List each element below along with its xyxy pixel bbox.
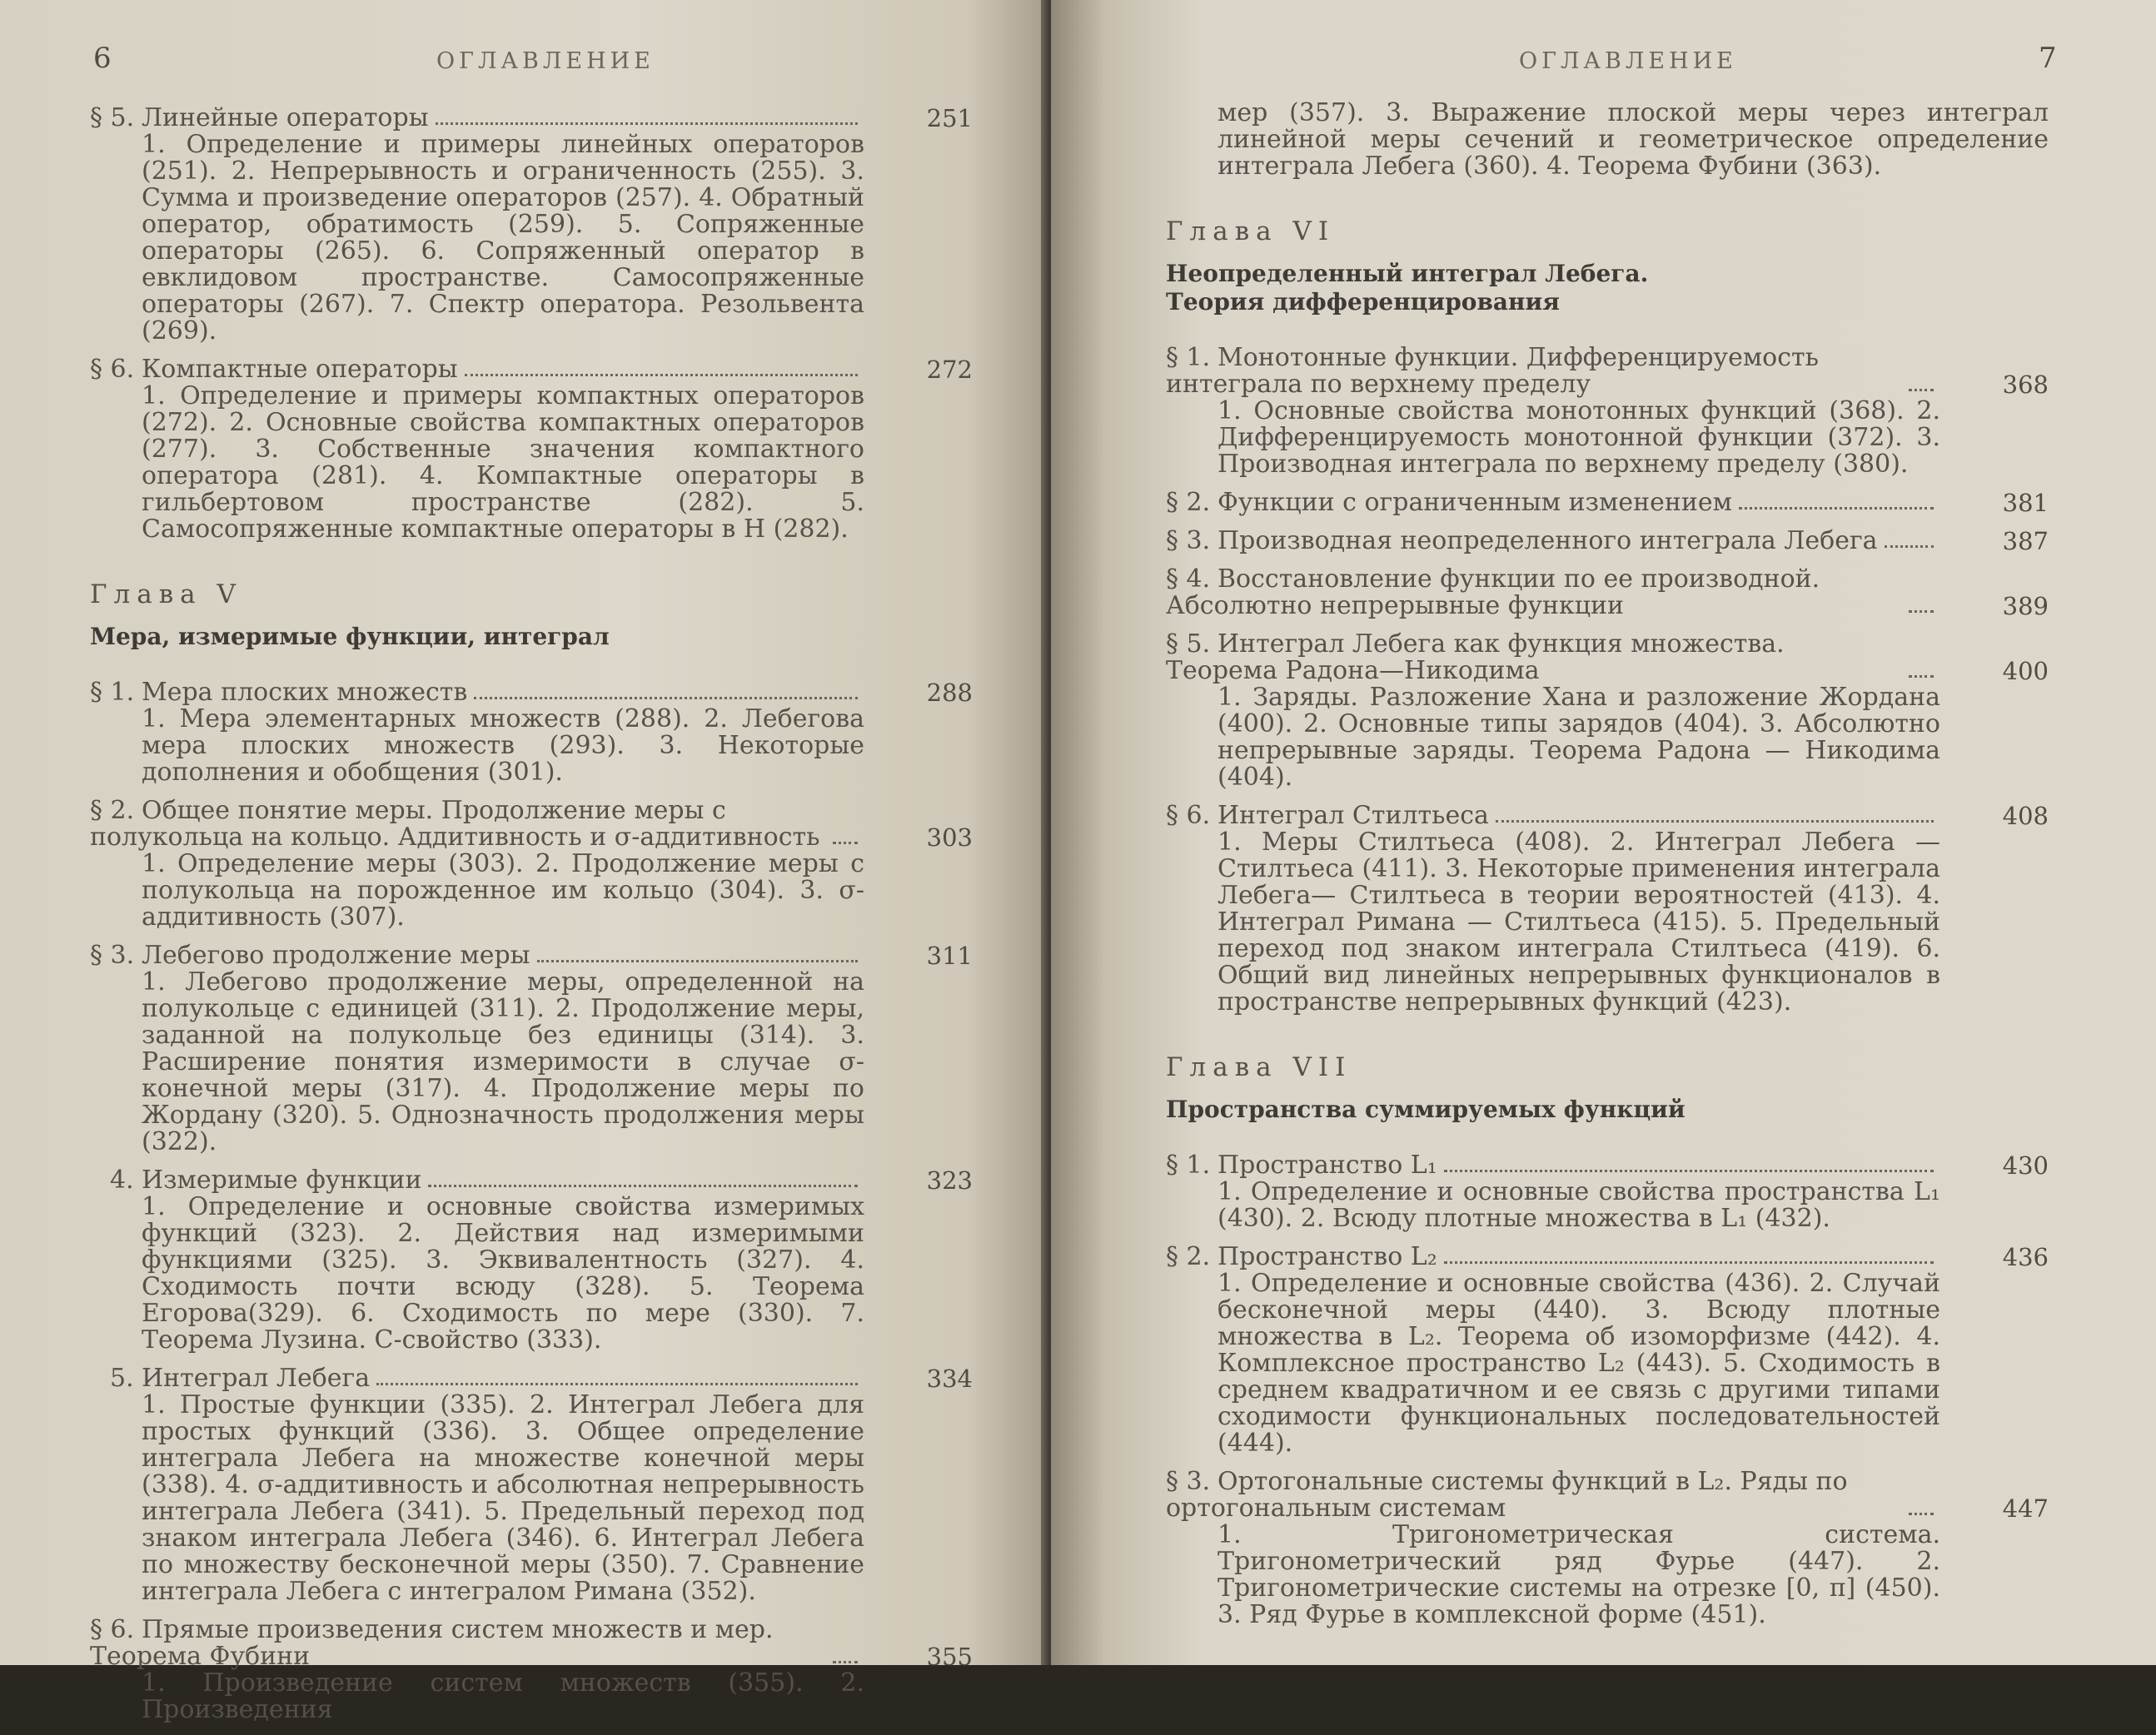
chapter-title: Мера, измеримые функции, интеграл (90, 623, 610, 650)
subsection-list: 1. Лебегово продолжение меры, определенной на полукольце с единицей (311). 2. Продолжение меры, заданной на полукольце без единицы (314). 3. Расширение понятия измеримости в случае σ-конечной меры (317). 4. Продолжение меры по Жордану (320). 5. Однозначность продолжения меры (322). (142, 967, 864, 1156)
left-page (0, 0, 1051, 1724)
toc-entry (90, 798, 973, 931)
subsection-list: 1. Определение и примеры компактных операторов (272). 2. Основные свойства компактных операторов (277). 3. Собственные значения компактного оператора (281). 4. Компактные операторы в гильбертовом пространстве (282). 5. Самосопряженные компактные операторы в H (282). (142, 381, 864, 544)
toc-entry-title-line (1166, 490, 1732, 516)
section-title: Пространство L₁ (1217, 1151, 1437, 1180)
section-title: Монотонные функции. Дифференцируемость интеграла по верхнему пределу (1166, 343, 1819, 399)
toc-entry-title-line (90, 679, 467, 706)
subsection-list: 1. Заряды. Разложение Хана и разложение Жордана (400). 2. Основные типы зарядов (404). 3. Абсолютно непрерывные заряды. Теорема Радона — Никодима (404). (1217, 683, 1940, 792)
toc-entry-heading (1166, 1244, 1940, 1270)
chapter-title: Пространства суммируемых функций (1166, 1096, 1685, 1123)
toc-entry (1166, 1244, 2049, 1457)
section-number: § 5. (90, 103, 135, 132)
toc-entry (90, 1365, 973, 1605)
dot-leader (1444, 1170, 1934, 1172)
entry-group (1166, 345, 2049, 1016)
page-reference: 368 (2002, 370, 2049, 399)
page-reference: 355 (926, 1643, 973, 1671)
toc-entry-title-line (1166, 1244, 1437, 1270)
page-reference: 272 (926, 355, 973, 384)
page-reference: 387 (2002, 527, 2049, 555)
section-number: § 2. (90, 796, 135, 825)
page-reference: 389 (2002, 592, 2049, 620)
toc-entry-heading (1166, 490, 1940, 516)
section-title: Восстановление функции по ее производной. Абсолютно непрерывные функции (1166, 564, 1820, 620)
page-reference: 408 (2002, 802, 2049, 830)
chapter-label: Глава VII (1166, 1052, 1352, 1082)
toc-entry-title-line (90, 942, 530, 969)
entry-group (90, 679, 973, 1723)
toc-entry-heading (1166, 345, 1940, 398)
chapter-title-line: Неопределенный интеграл Лебега. (1166, 260, 1649, 287)
toc-entry-title-line (1166, 566, 1902, 619)
toc-entry (1166, 566, 2049, 619)
dot-leader (833, 1661, 858, 1663)
page-number: 6 (93, 42, 112, 75)
toc-entry (1166, 528, 2049, 554)
toc-entry-title-line (90, 1617, 826, 1670)
section-number: § 3. (1166, 526, 1211, 555)
toc-entry-heading (1166, 631, 1940, 684)
right-page (1051, 0, 2156, 1665)
subsection-list: 1. Произведение систем множеств (355). 2. Произведения (142, 1668, 864, 1724)
toc-entry (1166, 345, 2049, 478)
subsection-list: 1. Основные свойства монотонных функций (368). 2. Дифференцируемость монотонной функции (372). 3. Производная интеграла по верхнему пределу (380). (1217, 396, 1940, 479)
toc-entry-heading (1166, 528, 1940, 554)
dot-leader (465, 374, 858, 376)
chapter-label: Глава VI (1166, 216, 1336, 246)
dot-leader (1909, 675, 1934, 678)
page-reference: 400 (2002, 657, 2049, 685)
section-number: § 5. (1166, 629, 1211, 659)
toc-entry-title-line (1166, 803, 1489, 829)
page-reference: 303 (926, 823, 973, 852)
subsection-list: 1. Определение и основные свойства пространства L₁ (430). 2. Всюду плотные множества в L₁ (432). (1217, 1177, 1940, 1233)
section-number: 5. (110, 1364, 134, 1393)
toc-entry-title-line (1166, 528, 1878, 554)
dot-leader (376, 1383, 858, 1385)
section-number: § 2. (1166, 488, 1211, 517)
toc-entry-heading (90, 1617, 864, 1670)
dot-leader (1496, 820, 1934, 823)
toc-entry-heading (90, 1167, 864, 1194)
section-title: Функции с ограниченным изменением (1217, 488, 1732, 517)
toc-entry-title-line (1166, 1469, 1902, 1522)
section-title: Интеграл Стилтьеса (1217, 801, 1489, 830)
dot-leader (537, 960, 858, 962)
toc-entry-title-line (90, 356, 458, 383)
toc-entry-title-line (90, 105, 429, 132)
section-number: § 6. (1166, 801, 1211, 830)
toc-entry-title-line (1166, 345, 1902, 398)
section-number: § 4. (1166, 564, 1211, 594)
toc-entry-heading (90, 356, 864, 383)
subsection-list: 1. Простые функции (335). 2. Интеграл Лебега для простых функций (336). 3. Общее определение интеграла Лебега на множестве конечной меры (338). 4. σ-аддитивность и абсолютная непрерывность интеграла Лебега (341). 5. Предельный переход под знаком интеграла Лебега (346). 6. Интеграл Лебега по множеству бесконечной меры (350). 7. Сравнение интеграла Лебега с интегралом Римана (352). (142, 1390, 864, 1606)
section-number: § 1. (90, 678, 135, 707)
running-head: ОГЛАВЛЕНИЕ (436, 48, 655, 74)
page-reference: 251 (926, 104, 973, 132)
section-number: § 6. (90, 355, 135, 384)
entry-group (1166, 1152, 2049, 1628)
toc-entry-title-line (90, 1365, 370, 1392)
page-reference: 447 (2002, 1494, 2049, 1523)
dot-leader (1909, 610, 1934, 613)
section-title: Интеграл Лебега (142, 1364, 371, 1393)
running-head: ОГЛАВЛЕНИЕ (1519, 48, 1737, 74)
toc-entry-heading (90, 105, 864, 132)
section-number: § 1. (1166, 343, 1211, 372)
section-title: Измеримые функции (142, 1166, 422, 1195)
dot-leader (428, 1185, 858, 1187)
section-title: Мера плоских множеств (142, 678, 468, 707)
toc-entry (1166, 803, 2049, 1016)
toc-entry-heading (90, 942, 864, 969)
section-number: § 3. (90, 941, 135, 970)
toc-entry (1166, 631, 2049, 791)
subsection-list: 1. Определение меры (303). 2. Продолжение меры с полукольца на порожденное им кольцо (304). 3. σ-аддитивность (307). (142, 849, 864, 932)
page-number: 7 (2039, 42, 2057, 75)
toc-entry (90, 942, 973, 1156)
page-reference: 436 (2002, 1243, 2049, 1271)
dot-leader (833, 842, 858, 844)
subsection-list: 1. Определение и основные свойства измеримых функций (323). 2. Действия над измеримыми функциями (325). 3. Эквивалентность (327). 4. Сходимость почти всюду (328). 5. Теорема Егорова(329). 6. Сходимость по мере (330). 7. Теорема Лузина. C-свойство (333). (142, 1192, 864, 1355)
section-title: Лебегово продолжение меры (142, 941, 530, 970)
page-reference: 430 (2002, 1151, 2049, 1180)
toc-entry (90, 356, 973, 543)
toc-entry-heading (1166, 566, 1940, 619)
section-title: Компактные операторы (142, 355, 458, 384)
subsection-list: 1. Мера элементарных множеств (288). 2. Лебегова мера плоских множеств (293). 3. Некоторые дополнения и обобщения (301). (142, 704, 864, 787)
page-reference: 288 (926, 679, 973, 707)
toc-entry (1166, 1469, 2049, 1628)
toc-entry (90, 1167, 973, 1354)
section-title: Производная неопределенного интеграла Лебега (1217, 526, 1878, 555)
dot-leader (436, 122, 858, 125)
toc-entry (1166, 1152, 2049, 1232)
toc-entry (1166, 490, 2049, 516)
section-number: § 2. (1166, 1242, 1211, 1271)
toc-entry-heading (90, 679, 864, 706)
page-reference: 334 (926, 1365, 973, 1393)
toc-entry-heading (1166, 1152, 1940, 1179)
dot-leader (1444, 1261, 1934, 1264)
section-number: § 3. (1166, 1467, 1211, 1496)
chapter-title-line: Теория дифференцирования (1166, 288, 1560, 316)
continuation-text: мер (357). 3. Выражение плоской меры через интеграл линейной меры сечений и геометрическое определение интеграла Лебега (360). 4. Теорема Фубини (363). (1217, 98, 2049, 181)
section-number: § 1. (1166, 1151, 1211, 1180)
section-title: Пространство L₂ (1217, 1242, 1437, 1271)
chapter-label: Глава V (90, 579, 242, 609)
toc-right (1166, 100, 2049, 1640)
section-title: Интеграл Лебега как функция множества. Теорема Радона—Никодима (1166, 629, 1785, 685)
chapter-title (1166, 260, 2049, 316)
section-number: 4. (110, 1166, 134, 1195)
toc-entry-title-line (1166, 631, 1902, 684)
subsection-list: 1. Определение и основные свойства (436). 2. Случай бесконечной меры (440). 3. Всюду плотные множества в L₂. Теорема об изоморфизме (442). 4. Комплексное пространство L₂ (443). 5. Сходимость в среднем квадратичном и ее связь с другими типами сходимости функциональных последовательностей (444). (1217, 1269, 1940, 1458)
subsection-list: 1. Меры Стилтьеса (408). 2. Интеграл Лебега — Стилтьеса (411). 3. Некоторые применения интеграла Лебега— Стилтьеса в теории вероятностей (413). 4. Интеграл Римана — Стилтьеса (415). 5. Предельный переход под знаком интеграла Стилтьеса (419). 6. Общий вид линейных непрерывных функционалов в пространстве непрерывных функций (423). (1217, 828, 1940, 1017)
toc-entry-heading (90, 798, 864, 851)
toc-entry (90, 679, 973, 786)
toc-entry-title-line (1166, 1152, 1437, 1179)
subsection-list: 1. Тригонометрическая система. Тригонометрический ряд Фурье (447). 2. Тригонометрические системы на отрезке [0, π] (450). 3. Ряд Фурье в комплексной форме (451). (1217, 1520, 1940, 1629)
toc-entry-heading (1166, 1469, 1940, 1522)
dot-leader (474, 697, 858, 699)
section-title: Ортогональные системы функций в L₂. Ряды по ортогональным системам (1166, 1467, 1848, 1523)
dot-leader (1739, 507, 1934, 510)
dot-leader (1909, 1513, 1934, 1515)
section-number: § 6. (90, 1615, 135, 1644)
dot-leader (1885, 545, 1934, 548)
toc-entry-title-line (90, 1167, 421, 1194)
page-reference: 381 (2002, 489, 2049, 517)
dot-leader (1909, 389, 1934, 391)
section-title: Общее понятие меры. Продолжение меры с полукольца на кольцо. Аддитивность и σ-аддитивность (90, 796, 820, 852)
toc-left (90, 105, 973, 1735)
toc-entry-heading (1166, 803, 1940, 829)
toc-entry (90, 1617, 973, 1723)
toc-entry-title-line (90, 798, 826, 851)
page-reference: 311 (926, 942, 973, 970)
toc-entry (90, 105, 973, 345)
toc-entry-heading (90, 1365, 864, 1392)
entry-group (90, 105, 973, 543)
section-title: Прямые произведения систем множеств и мер. Теорема Фубини (90, 1615, 774, 1671)
section-title: Линейные операторы (142, 103, 429, 132)
page-reference: 323 (926, 1166, 973, 1195)
subsection-list: 1. Определение и примеры линейных операторов (251). 2. Непрерывность и ограниченность (255). 3. Сумма и произведение операторов (257). 4. Обратный оператор, обратимость (259). 5. Сопряженные операторы (265). 6. Сопряженный оператор в евклидовом пространстве. Самосопряженные операторы (267). 7. Спектр оператора. Резольвента (269). (142, 130, 864, 346)
